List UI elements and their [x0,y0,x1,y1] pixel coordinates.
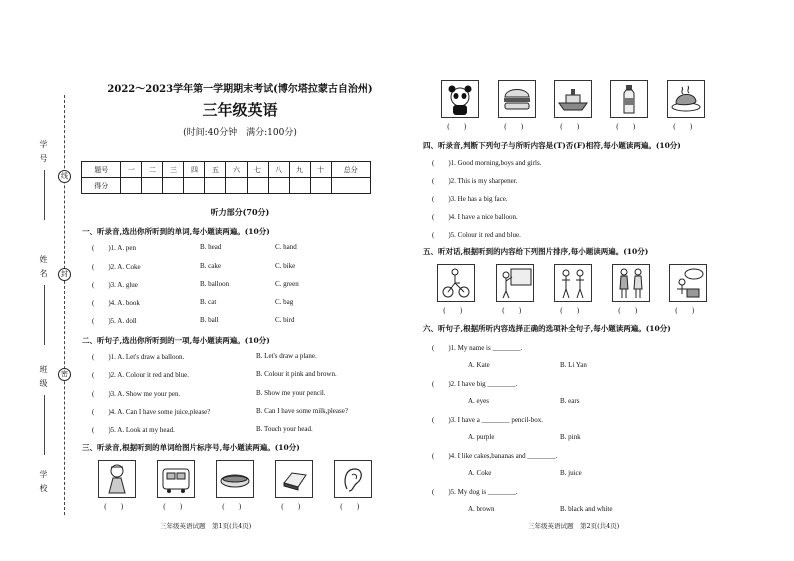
score-blank[interactable] [184,178,205,194]
s3-answer-4[interactable]: ( ) [281,503,301,511]
footer-left: 三年级英语试题 第1页(共4页) [160,522,252,530]
s6-q3: ( )3. I have a ________ pencil-box. [432,416,543,424]
score-cell: 四 [184,162,205,178]
s1-q4-c: C. bag [275,298,294,306]
s1-q4-b: B. cat [200,298,217,306]
s6-q3-b: B. pink [560,433,581,441]
footer-right: 三年级英语试题 第2页(共4页) [528,522,620,530]
s6-q4-b: B. juice [560,469,582,477]
two-kids-picture [554,264,592,302]
score-blank[interactable] [226,178,247,194]
score-cell: 九 [289,162,310,178]
s6-q2: ( )2. I have big ________. [432,380,518,388]
s5-answer-2[interactable]: ( ) [502,307,522,315]
score-blank[interactable] [205,178,226,194]
s1-q3-c: C. green [275,280,299,288]
s6-q3-a: A. purple [468,433,495,441]
s6-q4: ( )4. I like cakes,bananas and ________. [432,452,558,460]
s5-answer-1[interactable]: ( ) [443,307,463,315]
top-answer-4[interactable]: ( ) [616,123,636,131]
s3-answer-1[interactable]: ( ) [104,503,124,511]
s2-q2-b: B. Colour it pink and brown. [256,370,337,378]
panda-picture [441,80,479,118]
s2-q1-b: B. Let's draw a plane. [256,352,317,360]
top-answer-5[interactable]: ( ) [673,123,693,131]
s1-q3-b: B. balloon [200,280,230,288]
top-answer-2[interactable]: ( ) [504,123,524,131]
s4-q4: ( )4. I have a nice balloon. [432,213,518,221]
s1-q1-a: ( )1. A. pen [92,244,136,252]
eraser-picture [275,460,313,498]
score-blank[interactable] [163,178,184,194]
s3-answer-3[interactable]: ( ) [222,503,242,511]
boat-picture [554,80,592,118]
s6-q5-a: A. brown [468,505,495,513]
class-label: 班级 [39,365,48,393]
student-id-label: 学号 [39,140,48,168]
s1-q1-c: C. hand [275,243,297,251]
s4-q2: ( )2. This is my sharpener. [432,177,518,185]
s3-answer-5[interactable]: ( ) [340,503,360,511]
section6-title: 六、听句子,根据所听内容选择正确的选项补全句子,每小题读两遍。(10分) [423,324,671,333]
student-id-line [44,170,45,220]
s5-answer-5[interactable]: ( ) [675,307,695,315]
score-blank[interactable] [310,178,331,194]
chicken-picture [667,80,705,118]
s4-q3: ( )3. He has a big face. [432,195,508,203]
s1-q5-b: B. ball [200,316,219,324]
s1-q2-c: C. bike [275,262,296,270]
score-table [81,161,371,194]
score-blank[interactable] [268,178,289,194]
section4-title: 四、听录音,判断下列句子与所听内容是(T)否(F)相符,每小题读两遍。(10分) [423,141,681,150]
s6-q5: ( )5. My dog is ________. [432,488,518,496]
s2-q1-a: ( )1. A. Let's draw a balloon. [92,353,185,361]
two-people-picture [612,264,650,302]
s4-q5: ( )5. Colour it red and blue. [432,231,521,239]
hotdog-picture [216,460,254,498]
section3-title: 三、听录音,根据听到的单词给图片标序号,每小题读两遍。(10分) [82,443,300,452]
ear-picture [334,460,372,498]
score-blank[interactable] [331,178,370,194]
score-blank[interactable] [247,178,268,194]
section2-title: 二、听句子,选出你所听到的一项,每小题读两遍。(10分) [82,336,270,345]
reading-picture [669,264,707,302]
s1-q3-a: ( )3. A. glue [92,281,138,289]
class-line [44,395,45,455]
s2-q5-a: ( )5. A. Look at my head. [92,426,175,434]
section5-title: 五、听对话,根据听到的内容给下列图片排序,每小题读两遍。(10分) [423,247,649,256]
s3-answer-2[interactable]: ( ) [163,503,183,511]
score-cell: 三 [163,162,184,178]
s6-q1: ( )1. My name is ________. [432,344,523,352]
name-label: 姓名 [39,255,48,283]
boy-bike-picture [437,264,475,302]
s1-q2-a: ( )2. A. Coke [92,263,141,271]
s2-q4-a: ( )4. A. Can I have some juice,please? [92,408,211,416]
hamburger-picture [498,80,536,118]
s2-q3-a: ( )3. A. Show me your pen. [92,390,181,398]
name-line [44,285,45,345]
seal-mark-seal: 封 [58,268,71,281]
s1-q4-a: ( )4. A. book [92,299,140,307]
s6-q1-b: B. Li Yan [560,361,587,369]
score-cell: 十 [310,162,331,178]
binding-strip [0,0,80,561]
top-answer-1[interactable]: ( ) [447,123,467,131]
s2-q5-b: B. Touch your head. [256,425,313,433]
s5-answer-4[interactable]: ( ) [618,307,638,315]
seal-mark-line: 线 [58,170,71,183]
doll-picture [98,460,136,498]
seal-mark-secret: 密 [58,368,71,381]
score-cell: 题号 [82,162,121,178]
top-answer-3[interactable]: ( ) [560,123,580,131]
s5-answer-3[interactable]: ( ) [560,307,580,315]
score-cell: 六 [226,162,247,178]
s6-q2-a: A. eyes [468,397,489,405]
score-table-score-row [82,178,371,194]
score-table-header-row [82,162,371,178]
s4-q1: ( )1. Good morning,boys and girls. [432,159,542,167]
score-cell: 八 [268,162,289,178]
s1-q5-c: C. bird [275,316,295,324]
s6-q5-b: B. black and white [560,505,613,513]
score-blank[interactable] [142,178,163,194]
binding-dashed-line [64,95,65,515]
s6-q1-a: A. Kate [468,361,490,369]
score-cell: 总分 [331,162,370,178]
score-cell: 一 [121,162,142,178]
section1-title: 一、听录音,选出你所听到的单词,每小题读两遍。(10分) [82,227,270,236]
school-label: 学校 [39,470,48,498]
exam-title: 2022～2023学年第一学期期末考试(博尔塔拉蒙古自治州) [107,84,373,95]
score-blank[interactable] [121,178,142,194]
bottle-picture [610,80,648,118]
s2-q4-b: B. Can I have some milk,please? [256,407,348,415]
train-picture [157,460,195,498]
s2-q2-a: ( )2. A. Colour it red and blue. [92,371,190,379]
s6-q2-b: B. ears [560,397,580,405]
score-cell: 五 [205,162,226,178]
s1-q1-b: B. head [200,243,222,251]
score-row-label: 得分 [82,178,121,194]
s6-q4-a: A. Coke [468,469,492,477]
s1-q5-a: ( )5. A. doll [92,317,137,325]
teacher-board-picture [496,264,534,302]
score-cell: 二 [142,162,163,178]
subject-title: 三年级英语 [202,101,278,119]
s1-q2-b: B. cake [200,262,221,270]
s2-q3-b: B. Show me your pencil. [256,389,326,397]
score-blank[interactable] [289,178,310,194]
time-info: (时间:40分钟 满分:100分) [183,128,297,138]
listening-title: 听力部分(70分) [210,207,270,217]
score-cell: 七 [247,162,268,178]
